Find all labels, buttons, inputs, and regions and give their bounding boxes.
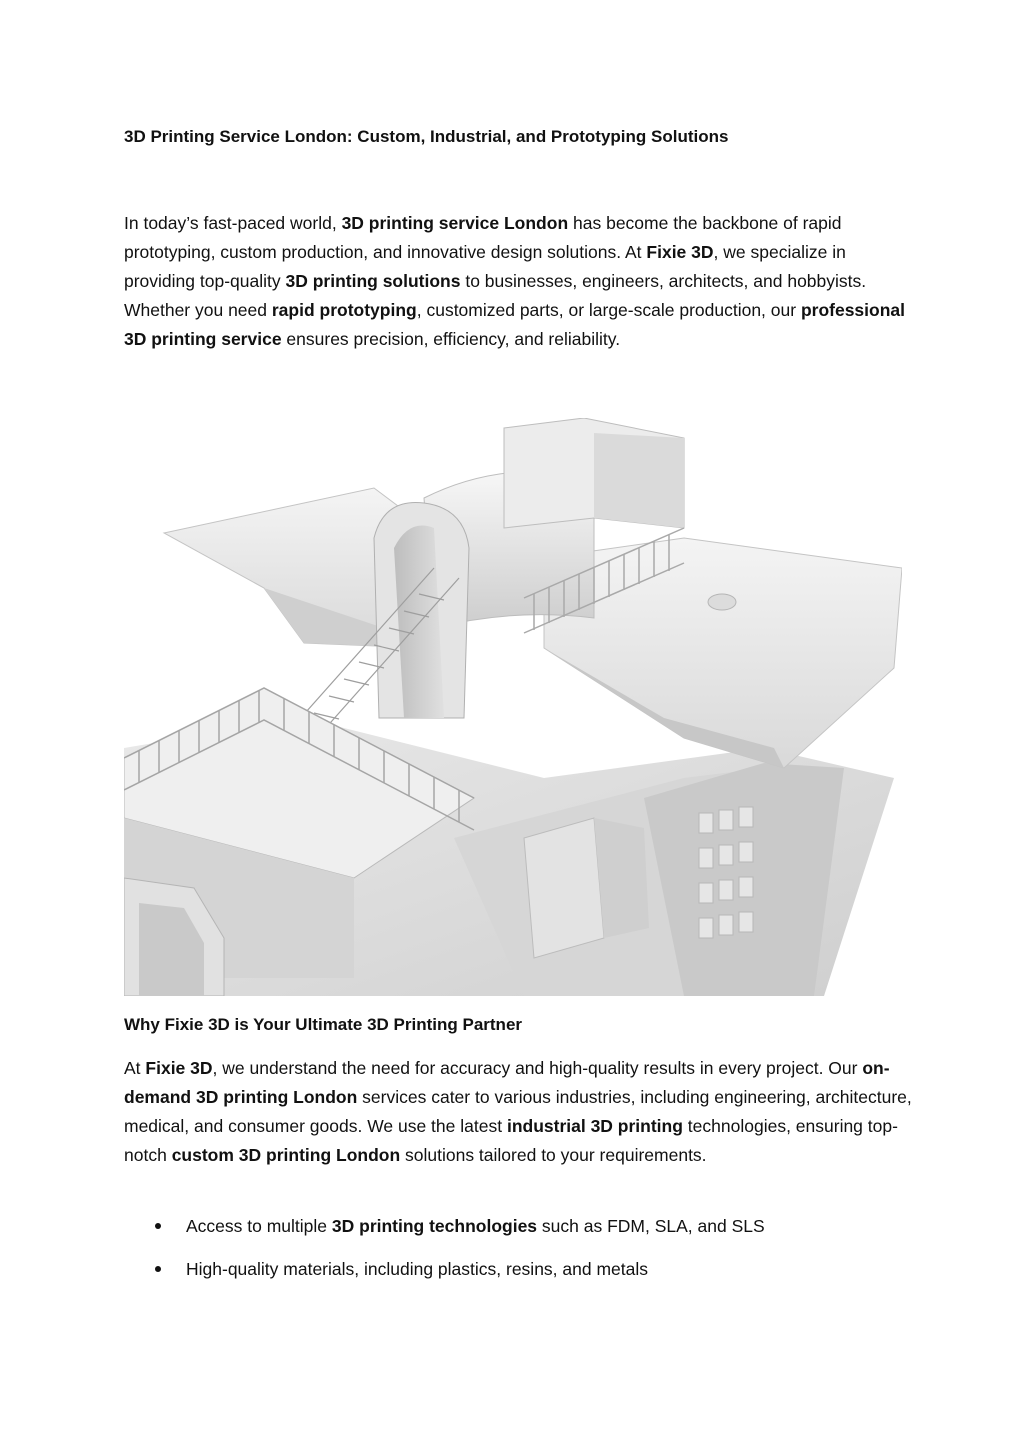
intro-text-4: to businesses, engineers, architects, and hobbyists. Whether you need: [124, 271, 867, 320]
architectural-model-icon: [124, 418, 902, 996]
section-bold-2: on-demand 3D printing London: [124, 1058, 890, 1107]
section-text-3: services cater to various industries, including engineering, architecture, medical, and consumer goods. We use the latest: [124, 1087, 912, 1136]
intro-bold-1: 3D printing service London: [341, 213, 569, 233]
section-text-1: At: [124, 1058, 146, 1078]
intro-bold-4: rapid prototyping: [271, 300, 417, 320]
intro-text-3: , we specialize in providing top-quality: [124, 242, 846, 291]
section-heading: Why Fixie 3D is Your Ultimate 3D Printing Partner: [124, 1015, 523, 1034]
list-item: [124, 1255, 914, 1284]
bullet-icon: [155, 1266, 161, 1272]
section-bold-4: custom 3D printing London: [171, 1145, 401, 1165]
intro-paragraph: [124, 209, 914, 354]
bullet-text: Access to multiple: [186, 1216, 332, 1236]
section-text-4: technologies, ensuring top-notch: [124, 1116, 898, 1165]
section-text-5: solutions tailored to your requirements.: [400, 1145, 707, 1165]
intro-text-5: , customized parts, or large-scale production, our: [416, 300, 801, 320]
intro-text-6: ensures precision, efficiency, and reliability.: [281, 329, 621, 349]
bullet-text-2: such as FDM, SLA, and SLS: [537, 1216, 765, 1236]
bullet-text: High-quality materials, including plastics, resins, and metals: [186, 1259, 649, 1279]
list-item: [124, 1212, 914, 1241]
section-bold-1: Fixie 3D: [145, 1058, 213, 1078]
intro-text-2: has become the backbone of rapid prototyping, custom production, and innovative design solutions. At: [124, 213, 842, 262]
architectural-model-image: [124, 418, 902, 996]
intro-text-1: In today’s fast-paced world,: [124, 213, 342, 233]
page-title: 3D Printing Service London: Custom, Industrial, and Prototyping Solutions: [124, 127, 729, 146]
intro-bold-5: professional 3D printing service: [124, 300, 906, 349]
feature-list: [124, 1212, 914, 1298]
section-bold-3: industrial 3D printing: [506, 1116, 683, 1136]
intro-bold-2: Fixie 3D: [646, 242, 714, 262]
section-paragraph: [124, 1054, 914, 1170]
intro-bold-3: 3D printing solutions: [285, 271, 461, 291]
bullet-icon: [155, 1223, 161, 1229]
section-text-2: , we understand the need for accuracy and high-quality results in every project. Our: [212, 1058, 863, 1078]
bullet-bold: 3D printing technologies: [331, 1216, 538, 1236]
